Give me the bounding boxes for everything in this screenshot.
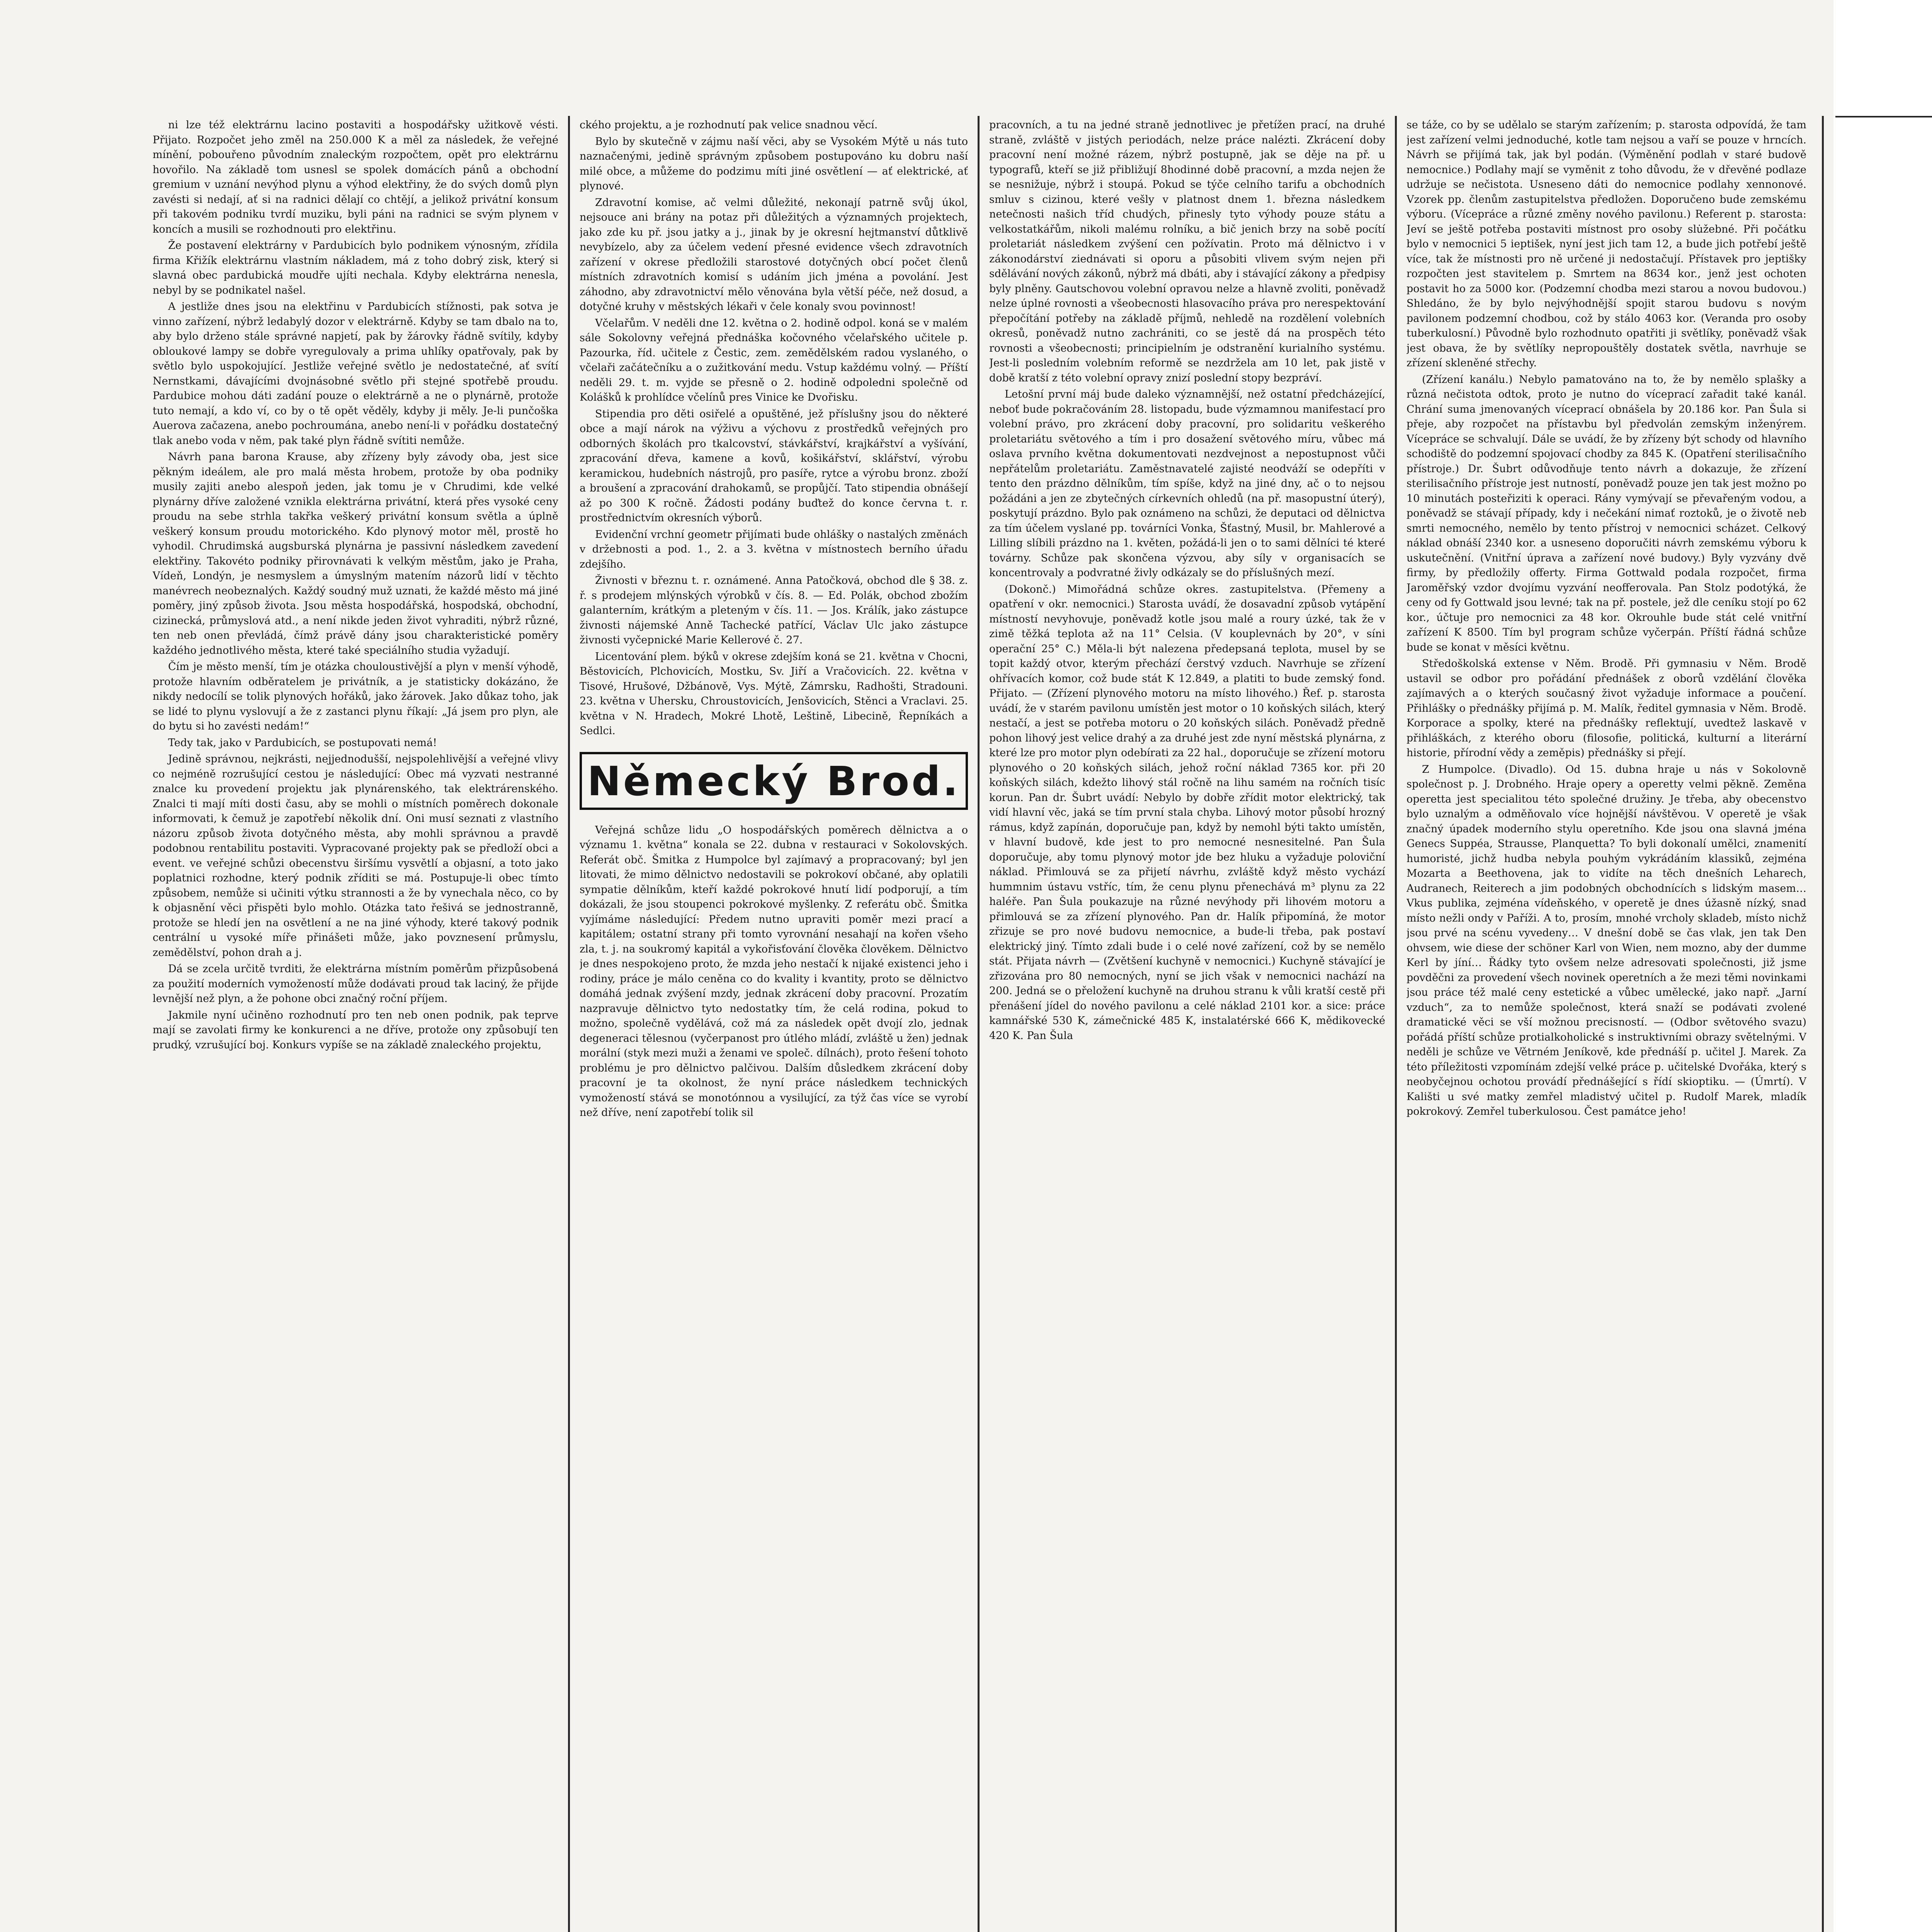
article-paragraph: Živnosti v březnu t. r. oznámené. Anna Patočková, obchod dle § 38. z. ř. s prodejem mlýnských výrobků v čís. 8. — Ed. Polák, obchod zbožím galanterním, krátkým a pleteným v čís. 11. — Jos. Králík, jako zástupce živnosti nájemské Anně Tachecké patřící, Václav Ulc jako zástupce živnosti vyčepnické Marie Kellerové č. 27. [580,575,968,646]
column-rule [1395,116,1397,1932]
article-paragraph: Bylo by skutečně v zájmu naší věci, aby se Vysokém Mýtě u nás tuto naznačenými, jedině správným způsobem postupováno ku dobru naší milé obce, a můžeme do podzimu míti jiné osvětlení — ať elektrické, ať plynové. [580,135,968,192]
article-paragraph: Evidenční vrchní geometr přijímati bude ohlášky o nastalých změnách v držebnosti a pod. 1., 2. a 3. května v místnostech berního úřadu zdejšího. [580,528,968,570]
article-paragraph: Středoškolská extense v Něm. Brodě. Při gymnasiu v Něm. Brodě ustavil se odbor pro pořádání přednášek z oborů vzdělání člověka zajímavých a o kterých současný život vyžaduje informace a poučení. Přihlášky o přednášky přijímá p. M. Malík, ředitel gymnasia v Něm. Brodě. Korporace a spolky, které na přednášky reflektují, uvedtež laskavě v přihláškách, z kterého oboru (filosofie, politická, kulturní a literární historie, přírodní vědy a zeměpis) přednášky si přejí. [1406,658,1806,759]
article-paragraph: Čím je město menší, tím je otázka chouloustivější a plyn v menší výhodě, protože hlavním odběratelem je privátník, a je statisticky dokázáno, že nikdy nedocílí se tolik plynových hořáků, jako žárovek. Jako důkaz toho, jak se lidé to plynu vyslovují a že z zastanci plynu říkají: „Já jsem pro plyn, ale do bytu si ho zavésti nedám!“ [153,661,558,732]
article-paragraph: Jakmile nyní učiněno rozhodnutí pro ten neb onen podnik, pak teprve mají se zavolati firmy ke konkurenci a ne dříve, protože ony způsobují ten prudký, vzrušující boj. Konkurs vypíše se na základě znaleckého projektu, [153,1009,558,1051]
column-rule [978,116,980,1932]
article-paragraph: Návrh pana barona Krause, aby zřízeny byly závody oba, jest sice pěkným ideálem, ale pro malá města hrobem, protože by oba podniky musily zajiti anebo alespoň jeden, jak tomu je v Chrudimi, kde velké plynárny dříve založené vznikla elektrárna privátní, která přes vysoké ceny proudu na sebe strhla takřka veškerý privátní konsum světla a úplně veškerý konsum proudu motorického. Kdo plynový motor měl, prostě ho vyhodil. Chrudimská augsburská plynárna je passivní následkem zavedení elektřiny. Takovéto podniky přirovnávati k velkým městům, jako je Praha, Vídeň, Londýn, je nesmyslem a úmyslným matením názorů lidí v těchto manévrech neobeznalých. Každý soudný muž uznati, že každé město má jiné poměry, jiný způsob života. Jsou města hospodářská, hospodská, obchodní, cizinecká, průmyslová atd., a není nikde jeden život vyhraditi, nýbrž různé, ten neb onen převládá, čímž právě dány jsou charakteristické poměry každého jednotlivého města, které také speciálního studia vyžadují. [153,451,558,656]
article-paragraph: Dá se zcela určitě tvrditi, že elektrárna místním poměrům přizpůsobená za použití moderních vymožeností může dodávati proud tak laciný, že přijde levnější než plyn, a že pohone obci značný roční příjem. [153,963,558,1005]
column-rule [1822,116,1824,1932]
next-page-edge [1833,0,1932,1932]
article-paragraph: Licentování plem. býků v okrese zdejším koná se 21. května v Chocni, Běstovicích, Plchovicích, Mostku, Sv. Jiří a Vračovicích. 22. května v Tisové, Hrušové, Džbánově, Vys. Mýtě, Zámrsku, Radhošti, Stradouni. 23. května v Uhersku, Chroustovicích, Jenšovicích, Stěnci a Vraclavi. 25. května v N. Hradech, Mokré Lhotě, Leštině, Libecině, Řepníkách a Sedlci. [580,650,968,737]
article-paragraph: A jestliže dnes jsou na elektřinu v Pardubicích stížnosti, pak sotva je vinno zařízení, nýbrž ledabylý dozor v elektrárně. Kdyby se tam dbalo na to, aby bylo drženo stále správné napjetí, pak by žárovky řádně svítily, kdyby obloukové lampy se dobře vyregulovaly a prima uhlíky opatřovaly, pak by světlo bylo uspokojující. Jestliže veřejné světlo je nedostatečné, ať svítí Nernstkami, dávajícími dvojnásobné světlo při stejné spotřebě proudu. Pardubice mohou dáti zadání pouze o elektrárně a ne o plynárně, protože tuto nemají, a kdo ví, co by o tě opět věděly, kdyby ji měly. Je-li punčoška Auerova začazena, anebo pochroumána, anebo není-li v pořádku dostatečný tlak anebo voda v něm, pak také plyn řádně svítiti nemůže. [153,301,558,447]
article-paragraph: Letošní první máj bude daleko významnější, než ostatní předcházející, neboť bude pokračováním 28. listopadu, bude výzmamnou manifestací pro volební právo, pro zkrácení doby pracovní, pro solidaritu veškerého proletariátu světového a tím i pro dosažení světového míru, vůbec má oslava prvního května dokumentovati nezdvejnost a nepostupnost vůči nepřátelům proletariátu. Zaměstnavatelé zajisté neodváží se odepříti v tento den prázdno dělníkům, tím spíše, když na jiné dny, ač o to nejsou požádáni a jen ze zbytečných církevních ohledů (na př. masopustní úterý), poskytují prázdno. Bylo pak oznámeno na schůzi, že deputaci od dělnictva za tím účelem vyslané pp. továrníci Vonka, Šťastný, Musil, br. Mahlerové a Lilling slíbili prázdno na 1. květen, požádá-li jen o to sami dělníci té které továrny. Schůze pak skončena výzvou, aby síly v organisacích se koncentrovaly a podvratné živly odkázaly se do příslušných mezí. [989,388,1385,579]
column-1 [153,118,558,1932]
article-paragraph: Že postavení elektrárny v Pardubicích bylo podnikem výnosným, zřídila firma Křižík elektrárnu vlastním nákladem, má z toho dobrý zisk, který si slavná obec pardubická moudře ujíti nechala. Kdyby elektrárna nenesla, nebyl by se podnikatel našel. [153,240,558,296]
column-2 [580,118,968,1932]
article-paragraph: Zdravotní komise, ač velmi důležité, nekonají patrně svůj úkol, nejsouce ani brány na potaz při důležitých a významných projektech, jako zde ku př. jsou jatky a j., jinak by je okresní hejtmanství důtklivě nevybízelo, aby za účelem vedení přesné evidence všech zdravotních zařízení v okrese předložili starostové dotyčných obcí počet členů místních zdravotních komisí s udáním jich jména a povolání. Jest záhodno, aby zdravotnictví mělo věnována byla větší péče, než dosud, a dotyčné kruhy v městských lékaři v čele konaly svou povinnost! [580,196,968,313]
article-paragraph: se táže, co by se udělalo se starým zařízením; p. starosta odpovídá, že tam jest zařízení velmi jednoduché, kotle tam nejsou a vaří se pouze v hrncích. Návrh se přijímá tak, jak byl podán. (Výměnění podlah v staré budově nemocnice.) Podlahy mají se vyměnit z toho důvodu, že v dřevěné podlaze udržuje se nečistota. Usneseno dáti do nemocnice podlahy xennonové. Vzorek pp. členům zastupitelstva předložen. Doporučeno bude zemskému výboru. (Vícepráce a různé změny nového pavilonu.) Referent p. starosta: Jeví se ještě potřeba postaviti místnost pro osoby slu̇žebné. Při počátku bylo v nemocnici 5 ieptišek, nyní jest jich tam 12, a bude jich potřebí ještě více, tak že místnosti pro ně určené ji nedostačují. Přístavek pro jeptišky rozpočten jest stavitelem p. Smrtem na 8634 kor., jenž jest ochoten postavit ho za 5000 kor. (Podzemní chodba mezi starou a novou budovou.) Shledáno, že by bylo nejvýhodnější spojit starou budovu s novým pavilonem podzemní chodbou, což by stálo 4063 kor. (Veranda pro osoby tuberkulosní.) Původně bylo rozhodnuto opatřiti ji světlíky, poněvadž však jest obava, že by světlíky nepropouštěly dostatek světla, navrhuje se zřízení skleněné střechy. [1406,119,1806,369]
column-rule [568,116,570,1932]
article-paragraph: Jedině správnou, nejkrásti, nejjednodušší, nejspolehlivější a veřejné vlivy co nejméně rozrušující cestou je následující: Obec má vyzvati nestranné znalce ku provedení projektu jak plynárenského, tak elektrárenského. Znalci ti mají míti dosti času, aby se mohli o místních poměrech dokonale informovati, k čemuž je zapotřebí několik dní. Oni musí seznati z vlastního názoru způsob života dotyčného města, aby mohli správnou a pravdě podobnou rentabilitu postaviti. Vypracované projekty pak se předloží obci a event. ve veřejné schůzi obecenstvu širšímu vysvětlí a objasní, a toto jako poplatnici rozhodne, který podnik zříditi se má. Postupuje-li obec tímto způsobem, nemůže si učiniti výtku strannosti a že by vynechala něco, co by k objasnění věci přispěti bylo mohlo. Otázka tato řešivá se jednostranně, protože se hledí jen na osvětlení a ne na jiné výhody, které takový podnik centrální u vysoké míře přinášeti může, jako povznesení průmyslu, zemědělství, pohon drah a j. [153,753,558,959]
column-4 [1406,118,1806,1932]
article-paragraph: Veřejná schůze lidu „O hospodářských poměrech dělnictva a o významu 1. května“ konala se 22. dubna v restauraci v Sokolovských. Referát obč. Šmitka z Humpolce byl zajímavý a propracovaný; byl jen litovati, že mimo dělnictvo nedostavili se pokrokoví občané, aby oplatili sympatie dělníkům, kteří každé pokrokové hnutí lidí podporují, a tím dokázali, že jsou stoupenci pokrokové myšlenky. Z referátu obč. Šmitka vyjímáme následující: Předem nutno upraviti poměr mezi prací a kapitálem; ostatní strany při tomto vyrovnání nesahají na kořen všeho zla, t. j. na soukromý kapitál a vykořisťování člověka člověkem. Dělnictvo je dnes nespokojeno proto, že mzda jeho nestačí k nijaké existenci jeho i rodiny, práce je málo ceněna co do kvality i kvantity, proto se dělnictvo domáhá jednak zvýšení mzdy, jednak zkrácení doby pracovní. Prozatím nazpravuje dělnictvo tyto nedostatky tím, že celá rodina, pokud to možno, společně vydělává, což má za následek opět dvojí zlo, jednak degeneraci tělesnou (vyčerpanost pro útlého mládí, zvláště u žen) jednak morální (styk mezi muži a ženami ve společ. dílnách), proto řešení tohoto problému je pro dělnictvo palčivou. Dalším důsledkem zkrácení doby pracovní je ta okolnost, že nyní práce následkem technických vymožeností stává se monotónnou a vysilující, za týž čas více se vyrobí než dříve, není zapotřebí tolik sil [580,824,968,1119]
article-paragraph: (Zřízení kanálu.) Nebylo pamatováno na to, že by nemělo splašky a různá nečistota odtok, proto je nutno do víceprací zařadit také kanál. Chrání suma jmenovaných víceprací obnášela by 20.186 kor. Pan Šula si přeje, aby rozpočet na přístavbu byl předvolán zemským inženýrem. Vícepráce se schvalují. Dále se uvádí, že by zřízeny být schody od hlavního schodiště do podzemní spojovací chodby za 845 K. (Opatření sterilisačního přístroje.) Dr. Šubrt odůvodňuje tento návrh a dokazuje, že zřízení sterilisačního přístroje jest nutností, poněvadž pouze jen tak jest možno po 10 minutách posteřiziti k operaci. Rány vymývají se převařeným vodou, a poněvadž se stávají případy, kdy i nečekání nimať roztoků, je o životě neb smrti nemocného, nemělo by tento přístroj v nemocnici scházet. Celkový náklad obnáší 2340 kor. a usneseno doporučiti návrh zemskému výboru k uskutečnění. (Vnitřní úprava a zařízení nové budovy.) Byly vyzvány dvě firmy, by předložily offerty. Firma Gottwald podala rozpočet, firma Jaroměřský vzdor dvojímu vyzvání neofferovala. Pan Stolz podotýká, že ceny od fy Gottwald jsou levné; tak na př. postele, jež dle ceníku stojí po 62 kor., účtuje pro nemocnici za 48 kor. Okrouhle bude stát celé vnitřní zařízení K 8500. Tím byl program schůze vyčerpán. Příští řádná schůze bude se konat v měsíci květnu. [1406,373,1806,653]
article-paragraph: Tedy tak, jako v Pardubicích, se postupovati nemá! [168,736,437,749]
article-paragraph: pracovních, a tu na jedné straně jednotlivec je přetížen prací, na druhé straně, zvláště v jistých periodách, nelze práce nalézti. Zkrácení doby pracovní není možné rázem, nýbrž postupně, jak se děje na př. u typografů, kteří se již přibližují 8hodinné době pracovní, a mzda nejen že se nesnižuje, nýbrž i stoupá. Pokud se týče celního tarifu a obchodních smluv s cizinou, které vešly v platnost dnem 1. března následkem netečnosti našich tříd chudých, přinesly tyto výhody pouze státu a velkostatkářům, nikoli malému rolníku, a bič jenich brzy na sobě pocítí proletariát následkem zvýšení cen požívatin. Proto má dělnictvo i v zákonodárství ziednávati si oporu a působiti vlivem svým nejen při sdělávání nových zákonů, nýbrž má dbáti, aby i stávající zákony a předpisy byly plněny. Gautschovou volební opravou nelze a hlavně zvoliti, poněvadž nelze úplné rovnosti a všeobecnosti hlasovacího práva pro nerespektování přepočítání potřeby na základě příjmů, nehledě na rozdělení volebních okresů, poněvadž nutno zachrániti, co se jestě dá na prospěch této rovnosti a všeobecnosti; principielním je odstranění kurialního systému. Jest-li posledním volebním reformě se nezdržela am 10 let, pak jistě v době kratší z této volební opravy znizí poslední stopy bezpráví. [989,119,1385,384]
article-paragraph: ckého projektu, a je rozhodnutí pak velice snadnou věcí. [580,119,878,131]
article-paragraph: Stipendia pro děti osiřelé a opuštěné, jež příslušny jsou do některé obce a mají nárok na výživu a výchovu z prostředků veřejných pro odborných školách pro tkalcovství, stávkářství, krajkářství a vyšívání, zpracování dřeva, kamene a kovů, košikářství, sklářství, výrobu keramickou, hudebních nástrojů, pro pasíře, rytce a výrobu bronz. zboží a broušení a zpracování drahokamů, se propůjčí. Tato stipendia obnášejí až po 300 K ročně. Žádosti podány buďtež do konce června t. r. prostřednictvím okresních výborů. [580,408,968,524]
article-paragraph: (Dokonč.) Mimořádná schůze okres. zastupitelstva. (Přemeny a opatření v okr. nemocnici.) Starosta uvádí, že dosavadní způsob vytápění místností nevyhovuje, poněvadž kotle jsou malé a roury úzké, tak že v zimě těžká teplota až na 11° Celsia. (V kouplevnách by 20°, v síni operační 25° C.) Měla-li být nalezena předepsaná teplota, musel by se topit každý otvor, kterým přechází čerstvý vzduch. Navrhuje se zřízení ohřívacích komor, což bude stát K 12.849, a platiti to bude zemský fond. Přijato. — (Zřízení plynového motoru na místo lihového.) Řef. p. starosta uvádí, že v starém pavilonu umístěn jest motor o 10 koňských silách, který nestačí, a jest se potřeba motoru o 20 koňských silách. Poněvadž předně pohon lihový jest velice drahý a za druhé jest zde nyní městská plynárna, z které lze pro motor plyn odebírati za 22 hal., doporučuje se zřízení motoru plynového o 20 koňských silách, jehož roční náklad 7365 kor. při 20 koňských silách, kdežto lihový stál ročně na lihu samém na ročních tisíc korun. Pan dr. Šubrt uvádí: Nebylo by dobře zřídit motor elektrický, tak vidí hlavní věc, jaká se tím první stala chyba. Lihový motor působí hrozný rámus, když zapínán, doporučuje pan, když by nemohl býti takto umístěn, v hlavní budově, kde jest to pro nemocné nesnesitelné. Pan Šula doporučuje, aby tomu plynový motor jde bez hluku a vyžaduje poloviční náklad. Přimlouvá se za přijetí návrhu, zvláště když město vychází hummnim ústavu vstříc, tím, že cenu plynu přenechává m³ plynu za 22 haléře. Pan Šula poukazuje na různé nevýhody při lihovém motoru a přimlouvá se za zřízení plynového. Pan dr. Halík připomíná, že motor zřizuje se pro nové budovu nemocnice, a bude-li třeba, pak postaví elektrický jiný. Tímto zdali bude i o celé nové zařízení, což by se nemělo stát. Přijata návrh — (Zvětšení kuchyně v nemocnici.) Kuchyně stávající je zřizována pro 80 nemocných, nyní se jich však v nemocnici nachází na 200. Jedná se o přeložení kuchyně na druhou stranu k vůli kratší cestě při přenášení jídel do nového pavilonu a celé náklad 2101 kor. a sice: práce kamnářské 530 K, zámečnické 485 K, instalatérské 666 K, mědikovecké 420 K. Pan Šula [989,583,1385,1042]
article-paragraph: Včelařům. V neděli dne 12. května o 2. hodině odpol. koná se v malém sále Sokolovny veřejná přednáška kočovného včelařského učitele p. Pazourka, říd. učitele z Čestic, zem. zemědělském radou vyslaného, o včelaři začátečníku a o zužitkování medu. Vstup každému volný. — Příští neděli 29. t. m. vyjde se přesně o 2. hodině odpoledni společně od Kolášků k prohlídce včelínů pres Vinice ke Dvořisku. [580,317,968,403]
article-paragraph: ni lze též elektrárnu lacino postaviti a hospodářsky užitkově vésti. Přijato. Rozpočet jeho změl na 250.000 K a měl za následek, že veřejné mínění, pobouřeno původním znaleckým rozpočtem, opět pro elektrárnu hovořilo. Na základě tom usnesl se spolek domácích pánů a obchodní gremium v uznání nevýhod plynu a výhod elektřiny, že do svých domů plyn zavésti si nedají, ať si na radnici dělají co chtějí, a jelikož privátní konsum při takovém podniku tvrdí muziku, byli páni na radnici se svým plynem v koncích a musili se rozhodnouti pro elektřinu. [153,119,558,235]
header-rule [1835,116,1932,117]
article-paragraph: Z Humpolce. (Divadlo). Od 15. dubna hraje u nás v Sokolovně společnost p. J. Drobného. Hraje opery a operetty velmi pěkně. Zeměna operetta jest specialitou této společné družiny. Je třeba, aby obecenstvo bylo uznalým a odměňovalo více hojnější návštěvou. V operetě je však značný úpadek moderního stylu operetního. Kde jsou ona slavná jména Genecs Suppéa, Strausse, Planquetta? To byli dokonalí umělci, znamenití humoristé, jichž hudba nebyla pouhým vykrádáním klassiků, zejména Mozarta a Beethovena, jak to vidíte na těch dnešních Leharech, Audranech, Reiterech a jim podobných obchodnících s lidským masem… Vkus publika, zejména vídeňského, v operetě je dnes úžasně nízký, snad místo nežli ondy v Paříži. A to, prosím, mnohé vrcholy skladeb, místo nichž jsou prvé na scénu vyvedeny… V dnešní době se čas vlak, jen tak Den ohvsem, wie diese der schöner Karl von Wien, nem mozno, aby der dumme Kerl by jíní… Řádky tyto ovšem nelze adresovati společnosti, již jsme povděčni za provedení všech novinek operetních a že mezi těmi novinkami jsou práce též malé ceny estetické a vůbec umělecké, jako např. „Jarní vzduch“, za to nemůže společnost, která snaží se podávati zvolené dramatické věci se vší možnou precisností. — (Odbor světového svazu) pořádá příští schůze protialkoholické s instruktivními obrazy světelnými. V neděli je schůze ve Větrném Jeníkově, kde přednáší p. učitel J. Marek. Za této příležitosti vzpomínám zdejší velké práce p. učitelské Dvořáka, který s neobyčejnou ochotou provádí přednášející s řídí skioptiku. — (Úmrtí). V Kališti u své matky zemřel mladistvý učitel p. Rudolf Marek, mladík pokrokový. Zemřel tuberkulosou. Čest památce jeho! [1406,763,1806,1117]
section-masthead: Německý Brod. [580,752,968,810]
column-3 [989,118,1385,1932]
